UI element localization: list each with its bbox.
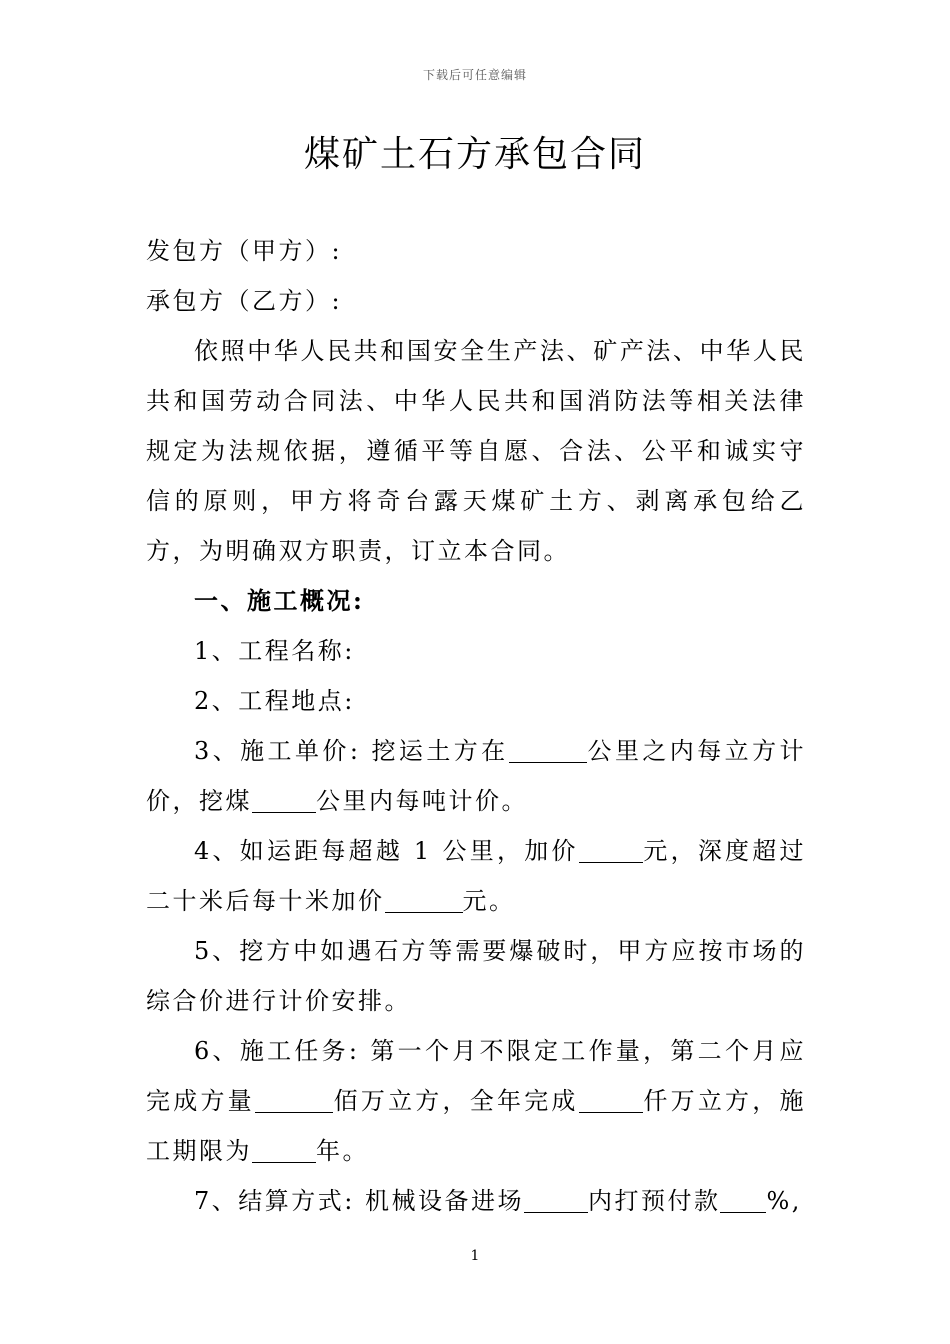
fill-blank	[252, 1136, 316, 1163]
item-6-text-d: 年。	[316, 1137, 369, 1165]
item-3-text-b: 公里之内每立方计价	[146, 737, 806, 815]
item-3-text-a: 3、施工单价: 挖运土方在	[194, 737, 509, 765]
item-7-text-b: 内打预付款	[587, 1187, 721, 1215]
item-4-surcharge	[146, 826, 806, 926]
preamble-paragraph: 依照中华人民共和国安全生产法、矿产法、中华人民共和国劳动合同法、中华人民共和国消防法等相关法律规定为法规依据，遵循平等自愿、合法、公平和诚实守信的原则，甲方将奇台露天煤矿土方、剥离承包给乙方，为明确双方职责，订立本合同。	[146, 337, 806, 565]
fill-blank	[385, 886, 463, 913]
fill-blank	[579, 1086, 643, 1113]
item-4-text-c: 元。	[462, 887, 516, 915]
item-7-text-a: 7、结算方式: 机械设备进场	[194, 1187, 524, 1215]
item-7-text-c: %,	[766, 1187, 802, 1215]
item-6-text-a: 6、施工任务: 第一个月不限定工作量，第二个月应完成方量	[146, 1037, 806, 1115]
fill-blank	[509, 736, 587, 763]
item-2-project-location: 2、工程地点:	[194, 687, 355, 715]
fill-blank	[252, 786, 316, 813]
party-a-line: 发包方（甲方）:	[146, 237, 343, 265]
item-4-text-a: 4、如运距每超越 1 公里，加价	[194, 837, 579, 865]
item-3-text-d: 公里内每吨计价。	[316, 787, 528, 815]
page-number: 1	[470, 1248, 480, 1264]
party-b-line: 承包方（乙方）:	[146, 287, 343, 315]
section-1-heading: 一、施工概况:	[194, 586, 365, 615]
item-7-settlement	[146, 1176, 806, 1226]
header-note: 下载后可任意编辑	[422, 68, 527, 82]
contract-body	[146, 226, 806, 1226]
document-title: 煤矿土石方承包合同	[303, 134, 646, 175]
item-6-text-c: 仟万立方，施工期限为	[146, 1087, 807, 1165]
item-5-blasting: 5、挖方中如遇石方等需要爆破时，甲方应按市场的综合价进行计价安排。	[146, 937, 806, 1015]
fill-blank	[524, 1186, 588, 1213]
item-4-text-b: 元，深度超过二十米后每十米加价	[146, 837, 806, 915]
item-3-unit-price	[146, 726, 806, 826]
fill-blank	[255, 1086, 333, 1113]
item-1-project-name: 1、工程名称:	[194, 637, 355, 665]
item-3-text-c: ，挖煤	[172, 787, 252, 815]
item-6-text-b: 佰万立方，全年完成	[332, 1087, 579, 1115]
fill-blank	[579, 836, 643, 863]
fill-blank	[720, 1186, 766, 1213]
item-6-construction-task	[146, 1026, 806, 1176]
